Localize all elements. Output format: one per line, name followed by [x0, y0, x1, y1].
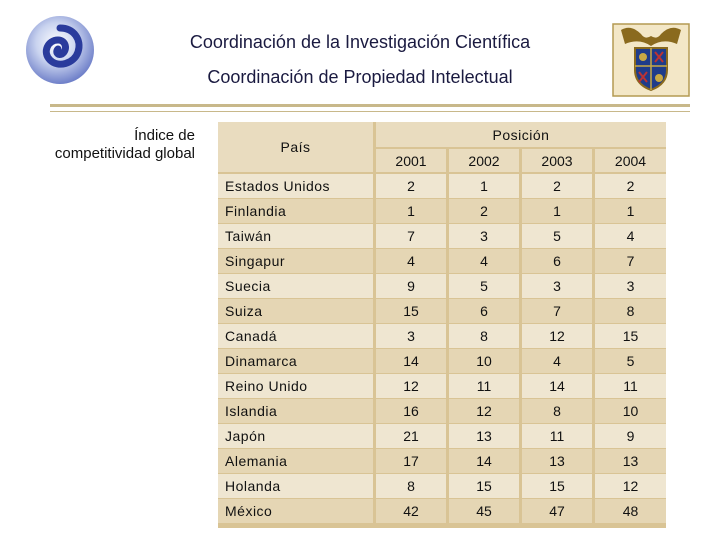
rank-cell-2003: 5	[522, 224, 592, 248]
rank-cell-2001: 4	[376, 249, 446, 273]
country-cell: México	[218, 499, 373, 523]
country-cell: Alemania	[218, 449, 373, 473]
country-column-header: País	[218, 122, 373, 172]
year-header-2002: 2002	[449, 149, 519, 172]
rank-cell-2004: 12	[595, 474, 666, 498]
rank-cell-2004: 5	[595, 349, 666, 373]
table-row	[218, 249, 666, 273]
rank-cell-2004: 10	[595, 399, 666, 423]
side-label-line-2: competitividad global	[54, 145, 195, 162]
rank-cell-2004: 9	[595, 424, 666, 448]
country-cell: Finlandia	[218, 199, 373, 223]
rank-cell-2003: 4	[522, 349, 592, 373]
rank-cell-2003: 3	[522, 274, 592, 298]
rank-cell-2004: 4	[595, 224, 666, 248]
country-cell: Singapur	[218, 249, 373, 273]
year-header-2003: 2003	[522, 149, 592, 172]
country-cell: Reino Unido	[218, 374, 373, 398]
country-cell: Canadá	[218, 324, 373, 348]
rank-cell-2001: 2	[376, 174, 446, 198]
rank-cell-2002: 2	[449, 199, 519, 223]
rank-cell-2001: 21	[376, 424, 446, 448]
rank-cell-2002: 13	[449, 424, 519, 448]
rank-cell-2002: 14	[449, 449, 519, 473]
rank-cell-2003: 7	[522, 299, 592, 323]
header-divider-thin	[50, 111, 690, 112]
rank-cell-2002: 5	[449, 274, 519, 298]
table-row	[218, 399, 666, 423]
rank-cell-2001: 8	[376, 474, 446, 498]
rank-cell-2002: 4	[449, 249, 519, 273]
rank-cell-2002: 10	[449, 349, 519, 373]
rank-cell-2003: 2	[522, 174, 592, 198]
rank-cell-2004: 2	[595, 174, 666, 198]
table-row	[218, 424, 666, 448]
rank-cell-2002: 11	[449, 374, 519, 398]
country-cell: Japón	[218, 424, 373, 448]
country-cell: Islandia	[218, 399, 373, 423]
rank-cell-2004: 15	[595, 324, 666, 348]
rank-cell-2003: 6	[522, 249, 592, 273]
swirl-logo-icon	[22, 12, 98, 88]
rank-cell-2003: 15	[522, 474, 592, 498]
rank-cell-2001: 3	[376, 324, 446, 348]
year-header-2001: 2001	[376, 149, 446, 172]
rank-cell-2002: 12	[449, 399, 519, 423]
rank-cell-2001: 42	[376, 499, 446, 523]
country-cell: Dinamarca	[218, 349, 373, 373]
rank-cell-2001: 9	[376, 274, 446, 298]
rank-cell-2001: 14	[376, 349, 446, 373]
ranking-table	[218, 122, 666, 528]
rank-cell-2003: 14	[522, 374, 592, 398]
table-row	[218, 499, 666, 523]
year-header-2004: 2004	[595, 149, 666, 172]
rank-cell-2003: 8	[522, 399, 592, 423]
table-row	[218, 299, 666, 323]
rank-cell-2002: 1	[449, 174, 519, 198]
side-label	[10, 127, 195, 163]
rank-cell-2001: 1	[376, 199, 446, 223]
rank-cell-2004: 3	[595, 274, 666, 298]
rank-cell-2002: 3	[449, 224, 519, 248]
rank-cell-2003: 11	[522, 424, 592, 448]
university-crest-icon	[611, 22, 691, 98]
table-row	[218, 324, 666, 348]
table-row	[218, 449, 666, 473]
rank-cell-2004: 11	[595, 374, 666, 398]
country-cell: Estados Unidos	[218, 174, 373, 198]
rank-cell-2004: 7	[595, 249, 666, 273]
rank-cell-2002: 8	[449, 324, 519, 348]
rank-cell-2001: 17	[376, 449, 446, 473]
rank-cell-2001: 7	[376, 224, 446, 248]
side-label-line-1: Índice de	[134, 127, 195, 144]
country-cell: Taiwán	[218, 224, 373, 248]
rank-cell-2003: 12	[522, 324, 592, 348]
rank-cell-2003: 13	[522, 449, 592, 473]
rank-cell-2001: 16	[376, 399, 446, 423]
page-title: Coordinación de la Investigación Científica	[189, 32, 531, 52]
rank-cell-2001: 12	[376, 374, 446, 398]
rank-cell-2001: 15	[376, 299, 446, 323]
page-subtitle: Coordinación de Propiedad Intelectual	[207, 67, 513, 87]
table-row	[218, 349, 666, 373]
rank-cell-2002: 45	[449, 499, 519, 523]
rank-cell-2003: 47	[522, 499, 592, 523]
country-cell: Suecia	[218, 274, 373, 298]
rank-cell-2004: 8	[595, 299, 666, 323]
header-divider	[50, 104, 690, 107]
rank-cell-2003: 1	[522, 199, 592, 223]
rank-cell-2004: 13	[595, 449, 666, 473]
table-row	[218, 274, 666, 298]
country-cell: Suiza	[218, 299, 373, 323]
rank-cell-2004: 48	[595, 499, 666, 523]
table-row	[218, 174, 666, 198]
table-row	[218, 374, 666, 398]
rank-cell-2002: 15	[449, 474, 519, 498]
position-column-header: Posición	[376, 122, 666, 147]
table-row	[218, 224, 666, 248]
rank-cell-2004: 1	[595, 199, 666, 223]
rank-cell-2002: 6	[449, 299, 519, 323]
country-cell: Holanda	[218, 474, 373, 498]
table-row	[218, 199, 666, 223]
table-row	[218, 474, 666, 498]
